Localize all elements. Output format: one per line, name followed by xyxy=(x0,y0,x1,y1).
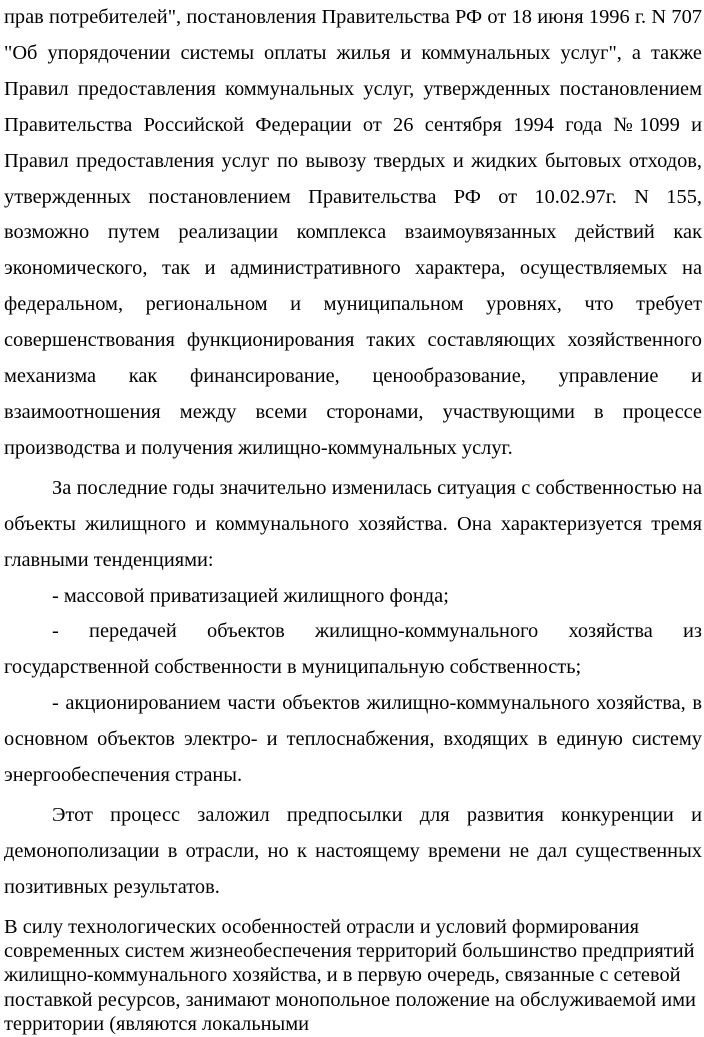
list-item-transfer: - передачей объектов жилищно-коммунального хозяйства из государственной собственности в муниципальную собственность; xyxy=(4,620,702,679)
list-item-privatization: - массовой приватизацией жилищного фонда; xyxy=(52,584,449,607)
list-item-corporatization: - акционированием части объектов жилищно-коммунального хозяйства, в основном объектов электро- и теплоснабжения, входящих в единую систему энергообеспечения страны. xyxy=(4,692,702,787)
paragraph-regulations: прав потребителей", постановления Правительства РФ от 18 июня 1996 г. N 707 "Об упорядочении системы оплаты жилья и коммунальных услуг", а также Правил предоставления коммунальных услуг, утвержденных постановлением Правительства Российской Федерации от 26 сентября 1994 года №1099 и Правил предоставления услуг по вывозу твердых и жидких бытовых отходов, утвержденных постановлением Правительства РФ от 10.02.97г. N 155, возможно путем реализации комплекса взаимоувязанных действий как экономического, так и административного характера, осуществляемых на федеральном, региональном и муниципальном уровнях, что требует совершенствования функционирования таких составляющих хозяйственного механизма как финансирование, ценообразование, управление и взаимоотношения между всеми сторонами, участвующими в процессе производства и получения жилищно-коммунальных услуг. xyxy=(4,6,702,459)
paragraph-ownership-trends: За последние годы значительно изменилась ситуация с собственностью на объекты жилищного и коммунального хозяйства. Она характеризуется тремя главными тенденциями: xyxy=(4,476,702,571)
paragraph-competition: Этот процесс заложил предпосылки для развития конкуренции и демонополизации в отрасли, но к настоящему времени не дал существенных позитивных результатов. xyxy=(4,803,702,898)
paragraph-monopoly: В силу технологических особенностей отрасли и условий формирования современных систем жизнеобеспечения территорий большинство предприятий жилищно-коммунального хозяйства, и в первую очередь, связанные с сетевой поставкой ресурсов, занимают монопольное положение на обслуживаемой ими территории (являются локальными xyxy=(4,915,696,1036)
